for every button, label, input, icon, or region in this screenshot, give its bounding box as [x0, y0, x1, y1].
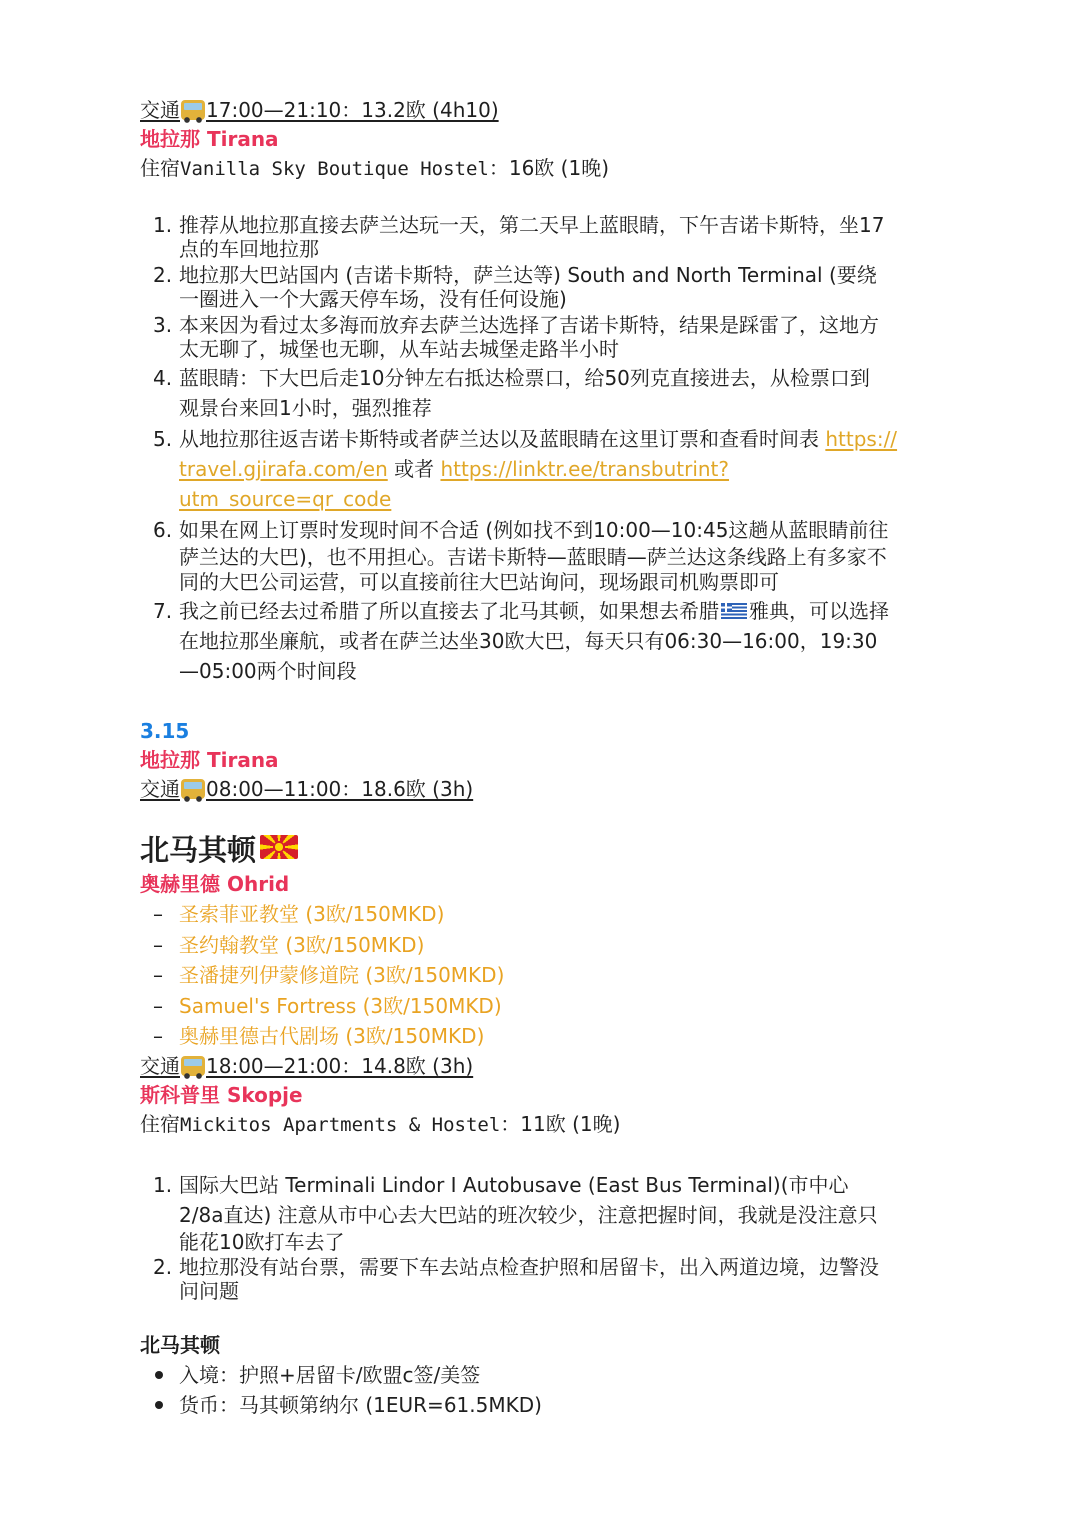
transport-line-albania — [140, 96, 960, 125]
transport-prefix: 交通 — [140, 777, 180, 801]
list-item: – 圣索菲亚教堂 (3欧/150MKD) — [140, 899, 960, 930]
city-tirana: 地拉那 Tirana — [140, 127, 279, 151]
list-item: – Samuel's Fortress (3欧/150MKD) — [140, 991, 960, 1022]
city-skopje: 斯科普里 Skopje — [140, 1082, 303, 1107]
transport-time-price: 08:00—11:00：18.6欧 (3h) — [206, 777, 474, 801]
list-item: 3. 本来因为看过太多海而放弃去萨兰达选择了吉诺卡斯特，结果是踩雷了，这地方 太无聊了，城堡也无聊，从车站去城堡走路半小时 — [153, 313, 879, 361]
bus-icon — [181, 779, 205, 799]
hostel-name: Vanilla Sky Boutique Hostel — [180, 158, 489, 180]
stay-price: ：11欧 (1晚) — [500, 1111, 621, 1136]
list-item: 5. 从地拉那往返吉诺卡斯特或者萨兰达以及蓝眼睛在这里订票和查看时间表 https:// travel.gjirafa.com/en 或者 https://linktr.ee/transbutrint? utm_source=qr_code — [153, 427, 898, 511]
list-item: 2. 地拉那大巴站国内 (吉诺卡斯特，萨兰达等) South and North Terminal (要绕 一圈进入一个大露天停车场，没有任何设施) — [153, 263, 877, 311]
list-item: 1. 国际大巴站 Terminali Lindor I Autobusave (East Bus Terminal)(市中心 2/8a直达) 注意从市中心去大巴站的班次较少，注意把握时间，我就是没注意只 能花10欧打车去了 — [153, 1172, 878, 1254]
list-item: 7. 我之前已经去过希腊了所以直接去了北马其顿，如果想去希腊 雅典，可以选择 在地拉那坐廉航，或者在萨兰达坐30欧大巴，每天只有06:30—16:00，19:30 —05:00两个时间段 — [153, 599, 889, 683]
albania-notes-list — [140, 213, 960, 686]
date-heading: 3.15 — [140, 719, 190, 743]
list-item: 6. 如果在网上订票时发现时间不合适 (例如找不到10:00—10:45这趟从蓝眼睛前往 萨兰达的大巴)，也不用担心。吉诺卡斯特—蓝眼睛—萨兰达这条线路上有多家不 同的大巴公司运营，可以直接前往大巴站询问，现场跟司机购票即可 — [153, 518, 889, 594]
transport-line-315 — [140, 775, 960, 804]
stay-line-skopje — [140, 1110, 960, 1140]
stay-line-tirana — [140, 154, 960, 184]
stay-prefix: 住宿 — [140, 156, 180, 180]
info-title: 北马其顿 — [140, 1332, 220, 1357]
list-item: – 奥赫里德古代剧场 (3欧/150MKD) — [140, 1021, 960, 1052]
north-macedonia-flag-icon — [260, 835, 298, 859]
hostel-name: Mickitos Apartments & Hostel — [180, 1113, 501, 1136]
link-gjirafa[interactable]: https:// — [825, 427, 898, 451]
list-item: – 圣约翰教堂 (3欧/150MKD) — [140, 930, 960, 961]
city-ohrid: 奥赫里德 Ohrid — [140, 872, 290, 896]
link-linktree[interactable]: https://linktr.ee/transbutrint? — [440, 457, 730, 481]
list-item: – 圣潘捷列伊蒙修道院 (3欧/150MKD) — [140, 960, 960, 991]
skopje-notes-list — [140, 1170, 960, 1303]
bus-icon — [181, 1056, 205, 1076]
list-item: 4. 蓝眼睛：下大巴后走10分钟左右抵达检票口，给50列克直接进去，从检票口到 观景台来回1小时，强烈推荐 — [153, 366, 870, 420]
stay-prefix: 住宿 — [140, 1111, 180, 1136]
link-gjirafa-cont[interactable]: travel.gjirafa.com/en — [179, 457, 388, 481]
list-item: 2. 地拉那没有站台票，需要下车去站点检查护照和居留卡，出入两道边境，边警没 问问题 — [153, 1254, 879, 1303]
ohrid-sights-list — [140, 899, 960, 1052]
country-heading: 北马其顿 — [140, 830, 960, 870]
bus-icon — [181, 100, 205, 120]
list-item: 1. 推荐从地拉那直接去萨兰达玩一天，第二天早上蓝眼睛，下午吉诺卡斯特，坐17 点的车回地拉那 — [153, 213, 885, 261]
list-item: 货币：马其顿第纳尔 (1EUR=61.5MKD) — [140, 1390, 960, 1420]
transport-time-price: 18:00—21:00：14.8欧 (3h) — [206, 1053, 474, 1078]
city-tirana-315: 地拉那 Tirana — [140, 748, 279, 772]
list-item: 入境：护照+居留卡/欧盟c签/美签 — [140, 1360, 960, 1390]
transport-line-ohrid — [140, 1052, 960, 1081]
transport-prefix: 交通 — [140, 98, 180, 122]
link-linktree-cont[interactable]: utm_source=qr_code — [179, 487, 392, 511]
transport-time-price: 17:00—21:10：13.2欧 (4h10) — [206, 98, 499, 122]
info-list — [140, 1360, 960, 1420]
stay-price: ：16欧 (1晚) — [488, 156, 609, 180]
transport-prefix: 交通 — [140, 1053, 180, 1078]
greece-flag-icon — [721, 603, 747, 619]
content — [140, 96, 960, 1420]
